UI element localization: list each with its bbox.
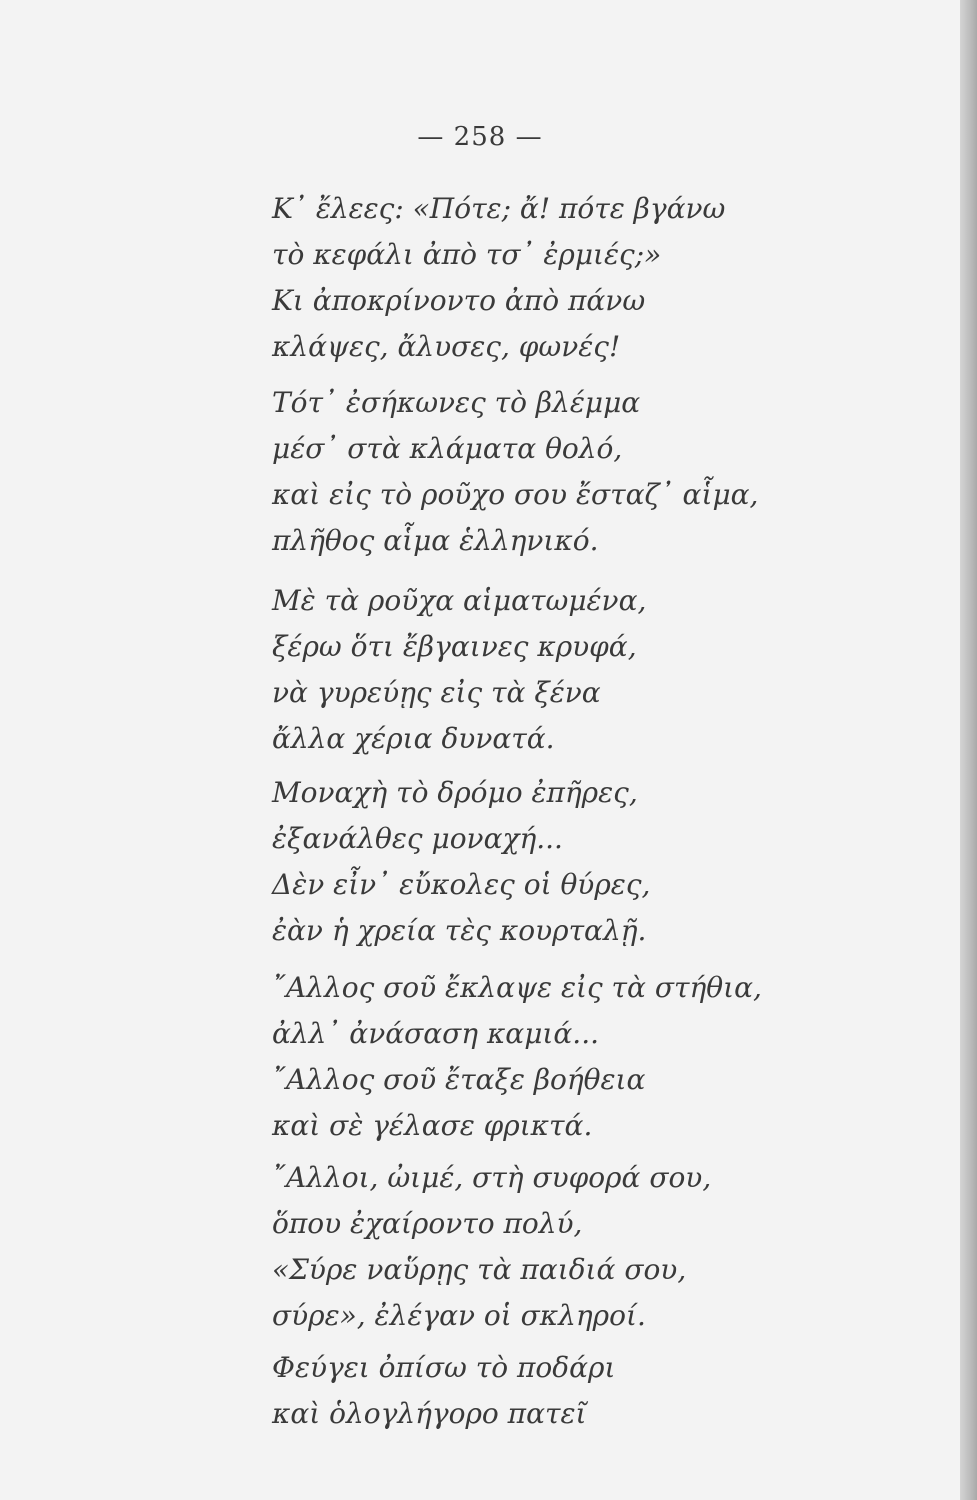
verse-line: καὶ εἰς τὸ ροῦχο σου ἔσταζ᾿ αἷμα, — [272, 478, 759, 511]
verse-line: ἄλλα χέρια δυνατά. — [272, 722, 555, 755]
verse-line: σύρε», ἐλέγαν οἱ σκληροί. — [272, 1299, 646, 1332]
verse-line: Φεύγει ὀπίσω τὸ ποδάρι — [272, 1351, 616, 1384]
book-spine-shadow — [960, 0, 977, 1500]
stanza-6 — [272, 1155, 912, 1339]
verse-line: Μοναχὴ τὸ δρόμο ἐπῆρες, — [272, 776, 638, 809]
verse-line: μέσ᾿ στὰ κλάματα θολό, — [272, 432, 623, 465]
verse-line: ἐὰν ἡ χρεία τὲς κουρταλῇ. — [272, 914, 647, 947]
verse-line: τὸ κεφάλι ἀπὸ τσ᾿ ἐρμιές;» — [272, 238, 662, 271]
verse-line: νὰ γυρεύῃς εἰς τὰ ξένα — [272, 676, 601, 709]
verse-line: Τότ᾿ ἐσήκωνες τὸ βλέμμα — [272, 386, 641, 419]
stanza-5 — [272, 965, 912, 1149]
verse-line: Κι ἀποκρίνοντο ἀπὸ πάνω — [272, 284, 646, 317]
verse-line: ῎Αλλος σοῦ ἔταξε βοήθεια — [272, 1063, 646, 1096]
stanza-2 — [272, 380, 912, 564]
verse-line: «Σύρε ναὕρῃς τὰ παιδιά σου, — [272, 1253, 687, 1286]
verse-line: Δὲν εἶν᾿ εὔκολες οἱ θύρες, — [272, 868, 651, 901]
verse-line: ἐξανάλθες μοναχή... — [272, 822, 563, 855]
verse-line: Κ᾿ ἔλεες: «Πότε; ἄ! πότε βγάνω — [272, 192, 726, 225]
verse-line: καὶ σὲ γέλασε φρικτά. — [272, 1109, 593, 1142]
verse-line: κλάψες, ἄλυσες, φωνές! — [272, 330, 621, 363]
verse-line: ὅπου ἐχαίροντο πολύ, — [272, 1207, 583, 1240]
stanza-1 — [272, 186, 912, 370]
verse-line: Μὲ τὰ ροῦχα αἱματωμένα, — [272, 584, 647, 617]
page-number: — 258 — — [417, 122, 543, 152]
verse-line: πλῆθος αἷμα ἑλληνικό. — [272, 524, 599, 557]
stanza-3 — [272, 578, 912, 762]
verse-line: καὶ ὁλογλήγορο πατεῖ — [272, 1397, 587, 1430]
stanza-7 — [272, 1345, 912, 1437]
verse-line: ῎Αλλος σοῦ ἔκλαψε εἰς τὰ στήθια, — [272, 971, 762, 1004]
verse-line: ἀλλ᾿ ἀνάσαση καμιά... — [272, 1017, 600, 1050]
verse-line: ῎Αλλοι, ὠιμέ, στὴ συφορά σου, — [272, 1161, 712, 1194]
verse-line: ξέρω ὅτι ἔβγαινες κρυφά, — [272, 630, 637, 663]
stanza-4 — [272, 770, 912, 954]
